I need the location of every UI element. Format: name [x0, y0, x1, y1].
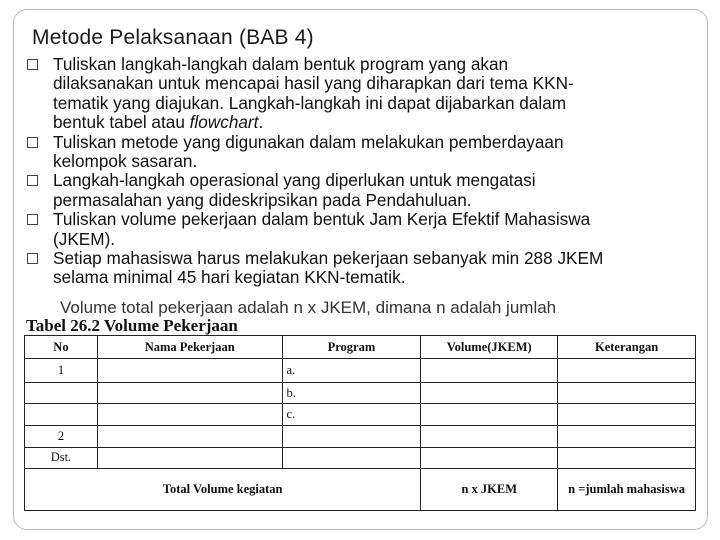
bullet-line: Tuliskan volume pekerjaan dalam bentuk Jam Kerja Efektif Mahasiswa — [53, 209, 591, 230]
cell-volume — [421, 359, 558, 383]
header-no: No — [25, 336, 98, 359]
total-label: Total Volume kegiatan — [25, 468, 421, 510]
table-row — [25, 383, 696, 404]
table-row — [25, 359, 696, 383]
bullet-line: Tuliskan langkah-langkah dalam bentuk program yang akan — [53, 54, 509, 74]
bullet-line: selama minimal 45 hari kegiatan KKN-tematik. — [53, 267, 406, 288]
cell-no — [25, 404, 98, 426]
cell-volume — [421, 426, 558, 447]
cell-volume — [421, 383, 558, 404]
cell-keterangan — [558, 447, 696, 468]
table-total-row — [25, 468, 696, 510]
table-row — [25, 447, 696, 468]
cutoff-text: Volume total pekerjaan adalah n x JKEM, dimana n adalah jumlah — [60, 298, 557, 317]
checkbox-bullet-icon — [27, 175, 38, 186]
header-keterangan: Keterangan — [558, 336, 696, 359]
checkbox-bullet-icon — [27, 137, 38, 148]
table-row — [25, 426, 696, 447]
checkbox-bullet-icon — [27, 253, 38, 264]
bullet-item — [26, 133, 696, 172]
bullet-line: (JKEM). — [53, 228, 116, 249]
italic-term: flowchart — [189, 112, 259, 133]
cell-nama — [97, 359, 282, 383]
cell-no — [25, 383, 98, 404]
cell-keterangan — [558, 404, 696, 426]
cell-nama — [97, 404, 282, 426]
cell-volume — [421, 404, 558, 426]
cell-keterangan — [558, 359, 696, 383]
header-nama-pekerjaan: Nama Pekerjaan — [97, 336, 282, 359]
cell-program: a. — [282, 359, 421, 383]
checkbox-bullet-icon — [27, 214, 38, 225]
bullet-line: kelompok sasaran. — [53, 151, 198, 172]
table-header-row — [25, 336, 696, 359]
cell-program: b. — [282, 383, 421, 404]
slide-title: Metode Pelaksanaan (BAB 4) — [32, 26, 314, 49]
cell-volume — [421, 447, 558, 468]
bullet-line: Tuliskan metode yang digunakan dalam melakukan pemberdayaan — [53, 131, 564, 152]
cell-program: c. — [282, 404, 421, 426]
bullet-item — [26, 55, 696, 133]
bullet-item — [26, 171, 696, 210]
volume-table — [24, 335, 696, 511]
bullet-line: dilaksanakan untuk mencapai hasil yang diharapkan dari tema KKN- — [53, 73, 574, 94]
bullet-line — [53, 113, 696, 132]
bullet-text: . — [258, 112, 264, 133]
bullet-line: Langkah-langkah operasional yang diperlukan untuk mengatasi — [53, 170, 536, 191]
bullet-item — [26, 210, 696, 249]
cell-keterangan — [558, 426, 696, 447]
bullet-item — [26, 249, 696, 288]
header-volume: Volume(JKEM) — [421, 336, 558, 359]
cell-program — [282, 447, 421, 468]
cell-nama — [97, 426, 282, 447]
cell-program — [282, 426, 421, 447]
header-program: Program — [282, 336, 421, 359]
table-row — [25, 404, 696, 426]
cell-no: 2 — [25, 426, 98, 447]
cell-no: Dst. — [25, 447, 98, 468]
bullet-line: tematik yang diajukan. Langkah-langkah ini dapat dijabarkan dalam — [53, 92, 567, 113]
checkbox-bullet-icon — [27, 59, 38, 70]
table-caption: Tabel 26.2 Volume Pekerjaan — [26, 316, 238, 335]
bullet-text: bentuk tabel atau — [53, 112, 190, 133]
cell-nama — [97, 383, 282, 404]
total-volume: n x JKEM — [421, 468, 558, 510]
bullet-line: Setiap mahasiswa harus melakukan pekerjaan sebanyak min 288 JKEM — [53, 248, 604, 269]
cell-no: 1 — [25, 359, 98, 383]
bullet-list — [26, 55, 696, 288]
total-keterangan: n =jumlah mahasiswa — [558, 468, 696, 510]
cell-keterangan — [558, 383, 696, 404]
cell-nama — [97, 447, 282, 468]
bullet-line: permasalahan yang dideskripsikan pada Pendahuluan. — [53, 189, 472, 210]
